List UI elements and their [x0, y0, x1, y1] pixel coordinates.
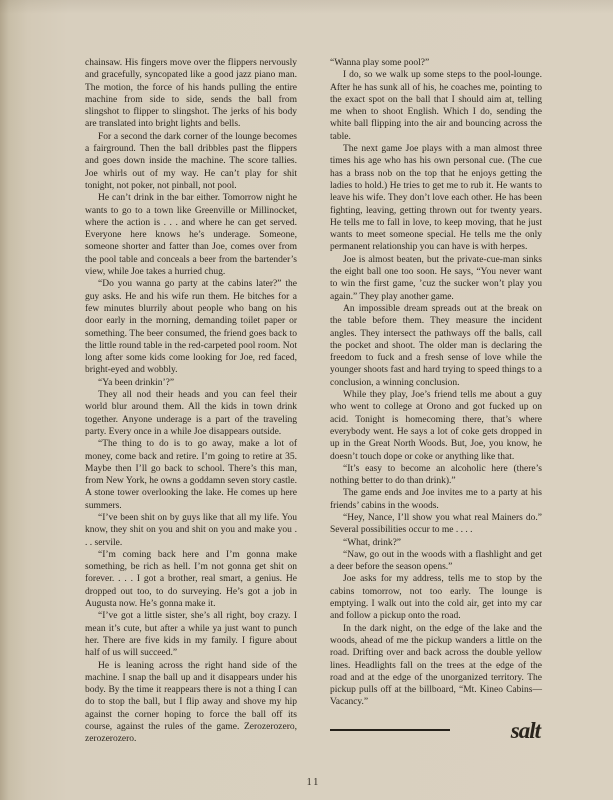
paragraph: The game ends and Joe invites me to a party at his friends’ cabins in the woods. [330, 488, 542, 511]
paragraph: “What, drink?” [343, 537, 402, 548]
salt-logo: salt [510, 717, 540, 743]
paragraph: “Ya been drinkin’?” [98, 377, 175, 388]
paragraph: “Hey, Nance, I’ll show you what real Mainers do.” Several possibilities occur to me . . . . [330, 512, 542, 536]
right-column-paragraphs [330, 57, 542, 709]
paragraph: “The thing to do is to go away, make a lot of money, come back and retire. I’m going to retire at 35. Maybe then I’ll go back to school. There’s this man, from New York, he owns a goddamn seven story castle. A stone tower overlooking the lake. He comes up here summers. [85, 439, 297, 511]
paragraph: “I’m coming back here and I’m gonna make something, be rich as hell. I’m not gonna get shit on forever. . . . I got a brother, real smart, a genius. He dropped out too, to do surveying. He’s got a job in Augusta now. He’s gonna make it. [85, 549, 297, 610]
paragraph: “Wanna play some pool?” [330, 58, 430, 68]
paragraph: While they play, Joe’s friend tells me about a guy who went to college at Orono and got fucked up on acid. Tonight is homecoming there, that’s where everybody went. He says a lot of coke gets dropped in up in the Great North Woods. But, Joe, you know, he doesn’t touch dope or coke or anything like that. [330, 390, 542, 462]
article-colophon [330, 719, 542, 742]
left-column-paragraphs [85, 57, 297, 746]
paragraph: chainsaw. His fingers move over the flippers nervously and gracefully, syncopated like a good jazz piano man. The motion, the force of his hands pulling the entire machine from side to side, sends the ball from slingshot to flipper to slingshot. The jerks of his body are translated into bright lights and bells. [85, 58, 297, 130]
paragraph: I do, so we walk up some steps to the pool-lounge. After he has sunk all of his, he coaches me, pointing to the exact spot on the ball that I should aim at, telling me when to shoot English. Which I do, sending the white ball flipping into the air and bouncing across the table. [330, 70, 542, 142]
paragraph: They all nod their heads and you can feel their world blur around them. All the kids in town drink together. Anyone underage is a part of the traveling party. Every once in a while Joe disappears outside. [85, 390, 297, 437]
text-block [85, 57, 542, 746]
paragraph: The next game Joe plays with a man almost three times his age who has his own personal cue. (The cue has a brass nob on the top that he enjoys getting the ladies to hold.) He tries to get me to rub it. He wants to leave his wife. They don’t love each other. He has been fighting, leaving, getting thrown out for twenty years. He tells me to fall in love, to keep moving, that he just wants to meet someone special. He tells me the only permanent relationship you can have is with herpes. [330, 144, 542, 253]
paragraph: “I’ve got a little sister, she’s all right, boy crazy. I mean it’s cute, but after a while ya just want to punch her. There are five kids in my family. I figure about half of us will succeed.” [85, 611, 297, 659]
left-column [85, 57, 297, 746]
paragraph: In the dark night, on the edge of the lake and the woods, ahead of me the pickup wanders a little on the road. Drifting over and back across the double yellow lines. Headlights fall on the trees at the edge of the road and at the edge of the unorganized territory. The pickup pulls off at the billboard, “Mt. Kineo Cabins—Vacancy.” [330, 623, 542, 708]
paragraph: An impossible dream spreads out at the break on the table before them. They measure the incident angles. They intersect the pathways off the balls, call the pocket and shoot. The older man is declaring the freedom to fuck and a fresh sense of love while the younger shoots fast and hard trying to speed things to a conclusion, a winning conclusion. [330, 303, 542, 388]
paragraph: Joe asks for my address, tells me to stop by the cabins tomorrow, not too early. The lounge is emptying. I walk out into the cold air, get into my car and follow a pickup onto the road. [330, 574, 542, 622]
paragraph: “Do you wanna go party at the cabins later?” the guy asks. He and his wife run them. He bitches for a few minutes blurrily about people who bang on his door early in the morning, demanding toilet paper or something. The beer consumed, the friend goes back to the little round table in the red-carpeted pool room. Not long after some kids come looking for Joe, red faced, bright-eyed and wobbly. [85, 279, 297, 376]
paragraph: He can’t drink in the bar either. Tomorrow night he wants to go to a town like Greenville or Millinocket, where the action is . . . and where he can get served. Everyone here knows he’s underage. Someone, someone shorter and fatter than Joe, comes over from the pool table and conceals a beer from the bartender’s view, while Joe takes a hurried chug. [85, 193, 297, 278]
right-column [330, 57, 542, 746]
paragraph: He is leaning across the right hand side of the machine. I snap the ball up and it disappears under his body. By the time it reappears there is not a thing I can do to stop the ball, but I flip away and shove my hip against the corner hoping to force the ball off its course, against the rules of the game. Zerozerozero, zerozerozero. [85, 660, 297, 745]
paragraph: “Naw, go out in the woods with a flashlight and get a deer before the season opens.” [330, 549, 542, 573]
paragraph: “It’s easy to become an alcoholic here (there’s nothing better to do than drink).” [330, 463, 542, 487]
end-of-article-rule [330, 729, 450, 731]
page-number: 11 [306, 777, 321, 788]
paragraph: Joe is almost beaten, but the private-cue-man sinks the eight ball one too soon. He says, “You never want to win the first game, ’cuz the sucker won’t play you again.” They play another game. [330, 254, 542, 302]
paragraph: For a second the dark corner of the lounge becomes a fairground. Then the ball dribbles past the flippers and goes down inside the machine. The score tallies. Joe whirls out of my way. He can’t play for shit tonight, not poker, not pinball, not pool. [85, 131, 297, 191]
paragraph: “I’ve been shit on by guys like that all my life. You know, they shit on you and shit on you and make you . . . servile. [85, 512, 297, 548]
